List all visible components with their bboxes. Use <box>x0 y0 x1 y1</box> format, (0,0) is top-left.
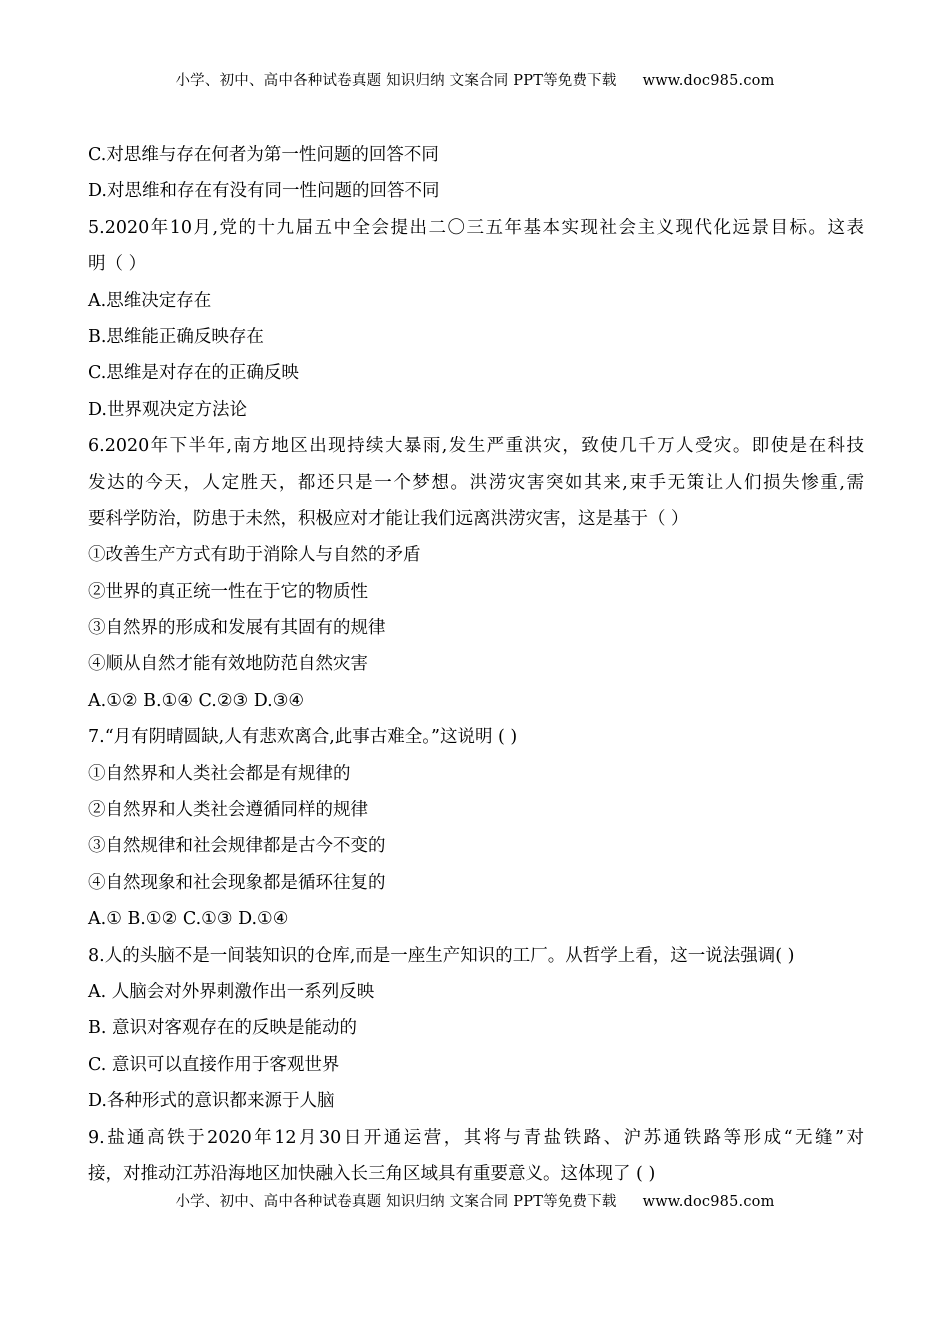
text-line: ②世界的真正统一性在于它的物质性 <box>88 581 368 602</box>
footer-text: 小学、初中、高中各种试卷真题 知识归纳 文案合同 PPT等免费下载 <box>175 1194 617 1210</box>
text-line: ②自然界和人类社会遵循同样的规律 <box>88 800 368 821</box>
text-line: A. 人脑会对外界刺激作出一系列反映 <box>88 981 375 1002</box>
text-line: D.对思维和存在有没有同一性问题的回答不同 <box>88 181 440 202</box>
text-line: 5.2020年10月,党的十九届五中全会提出二〇三五年基本实现社会主义现代化远景目标。这表 <box>88 217 864 238</box>
text-line: A.思维决定存在 <box>88 290 212 311</box>
text-line: 要科学防治，防患于未然，积极应对才能让我们远离洪涝灾害，这是基于（ ） <box>88 508 689 529</box>
text-line: ④自然现象和社会现象都是循环往复的 <box>88 872 386 893</box>
text-line: 明（ ） <box>88 254 147 275</box>
text-line: C. 意识可以直接作用于客观世界 <box>88 1054 340 1075</box>
text-line: ④顺从自然才能有效地防范自然灾害 <box>88 654 368 675</box>
text-line: C.对思维与存在何者为第一性问题的回答不同 <box>88 145 439 165</box>
text-line: 接，对推动江苏沿海地区加快融入长三角区域具有重要意义。这体现了 ( ) <box>88 1163 656 1184</box>
text-line: ③自然界的形成和发展有其固有的规律 <box>88 618 386 639</box>
text-line: 9.盐通高铁于2020年12月30日开通运营，其将与青盐铁路、沪苏通铁路等形成“无缝”对 <box>88 1127 864 1148</box>
text-line: ③自然规律和社会规律都是古今不变的 <box>88 836 386 857</box>
text-line: D.各种形式的意识都来源于人脑 <box>88 1091 335 1112</box>
page-header <box>0 69 950 90</box>
header-text: 小学、初中、高中各种试卷真题 知识归纳 文案合同 PPT等免费下载 <box>175 73 617 89</box>
text-line: ①改善生产方式有助于消除人与自然的矛盾 <box>88 545 421 566</box>
text-line: 发达的今天，人定胜天，都还只是一个梦想。洪涝灾害突如其来,束手无策让人们损失惨重,需 <box>88 472 864 493</box>
text-line: B. 意识对客观存在的反映是能动的 <box>88 1018 357 1039</box>
text-line: ①自然界和人类社会都是有规律的 <box>88 763 351 784</box>
text-line: 8.人的头脑不是一间装知识的仓库,而是一座生产知识的工厂。从哲学上看，这一说法强调( ) <box>88 945 795 966</box>
text-line: A.①② B.①④ C.②③ D.③④ <box>88 690 305 711</box>
text-line: 6.2020年下半年,南方地区出现持续大暴雨,发生严重洪灾，致使几千万人受灾。即使是在科技 <box>88 436 864 457</box>
text-line: A.① B.①② C.①③ D.①④ <box>88 909 289 930</box>
footer-url: www.doc985.com <box>642 1194 775 1210</box>
page-footer <box>0 1190 950 1211</box>
text-line: B.思维能正确反映存在 <box>88 326 264 347</box>
text-line: D.世界观决定方法论 <box>88 399 247 420</box>
header-url: www.doc985.com <box>642 73 775 89</box>
document-body <box>88 140 864 1195</box>
text-line: 7.“月有阴晴圆缺,人有悲欢离合,此事古难全。”这说明 ( ) <box>88 727 518 748</box>
text-line: C.思维是对存在的正确反映 <box>88 363 299 384</box>
